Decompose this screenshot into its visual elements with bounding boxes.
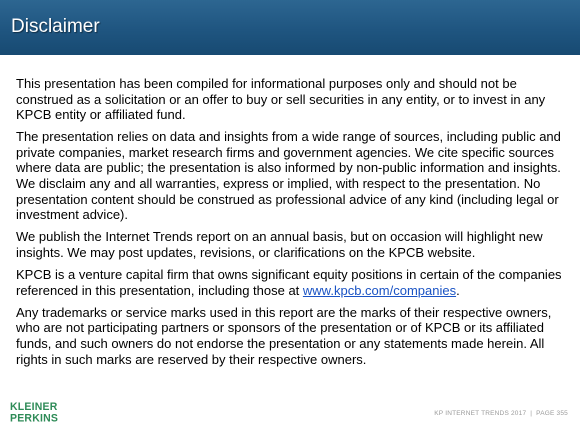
footer [434, 410, 568, 417]
page-title: Disclaimer [11, 16, 100, 37]
companies-link[interactable]: www.kpcb.com/companies [302, 282, 457, 298]
paragraph-equity [16, 267, 564, 298]
paragraph-publishing: We publish the Internet Trends report on an annual basis, but on occasion will highlight new insights. We may post updates, revisions, or clarifications on the KPCB website. [16, 229, 543, 260]
footer-separator: | [530, 410, 533, 417]
paragraph-equity-text: KPCB is a venture capital firm that owns significant equity positions in certain of the companies referenced in this presentation, including those at [16, 267, 562, 298]
paragraph-sources: The presentation relies on data and insights from a wide range of sources, including public and private companies, market research firms and government agencies. We cite specific sources where data are public; the presentation is also informed by non-public information and insights. We disclaim any and all warranties, express or implied, with respect to the presentation. No presentation content should be construed as professional advice of any kind (including legal or investment advice). [16, 129, 561, 223]
header-bar [0, 0, 580, 55]
paragraph-purpose: This presentation has been compiled for informational purposes only and should not be construed as a solicitation or an offer to buy or sell securities in any entity, or to invest in any KPCB entity or affiliated fund. [16, 76, 546, 123]
paragraph-trademarks: Any trademarks or service marks used in this report are the marks of their respective owners, who are not participating partners or sponsors of the presentation or of KPCB or its affiliated funds, and such owners do not endorse the presentation or any statements made herein. All rights in such marks are reserved by their respective owners. [16, 304, 552, 367]
paragraph-equity-end: . [456, 282, 460, 298]
footer-report-name: KP INTERNET TRENDS 2017 [434, 410, 527, 417]
kleiner-perkins-logo [10, 401, 60, 424]
logo-line-1: KLEINER [10, 400, 58, 413]
footer-page-number: PAGE 355 [536, 410, 568, 417]
logo-line-2: PERKINS [10, 411, 59, 425]
disclaimer-body [16, 76, 564, 374]
